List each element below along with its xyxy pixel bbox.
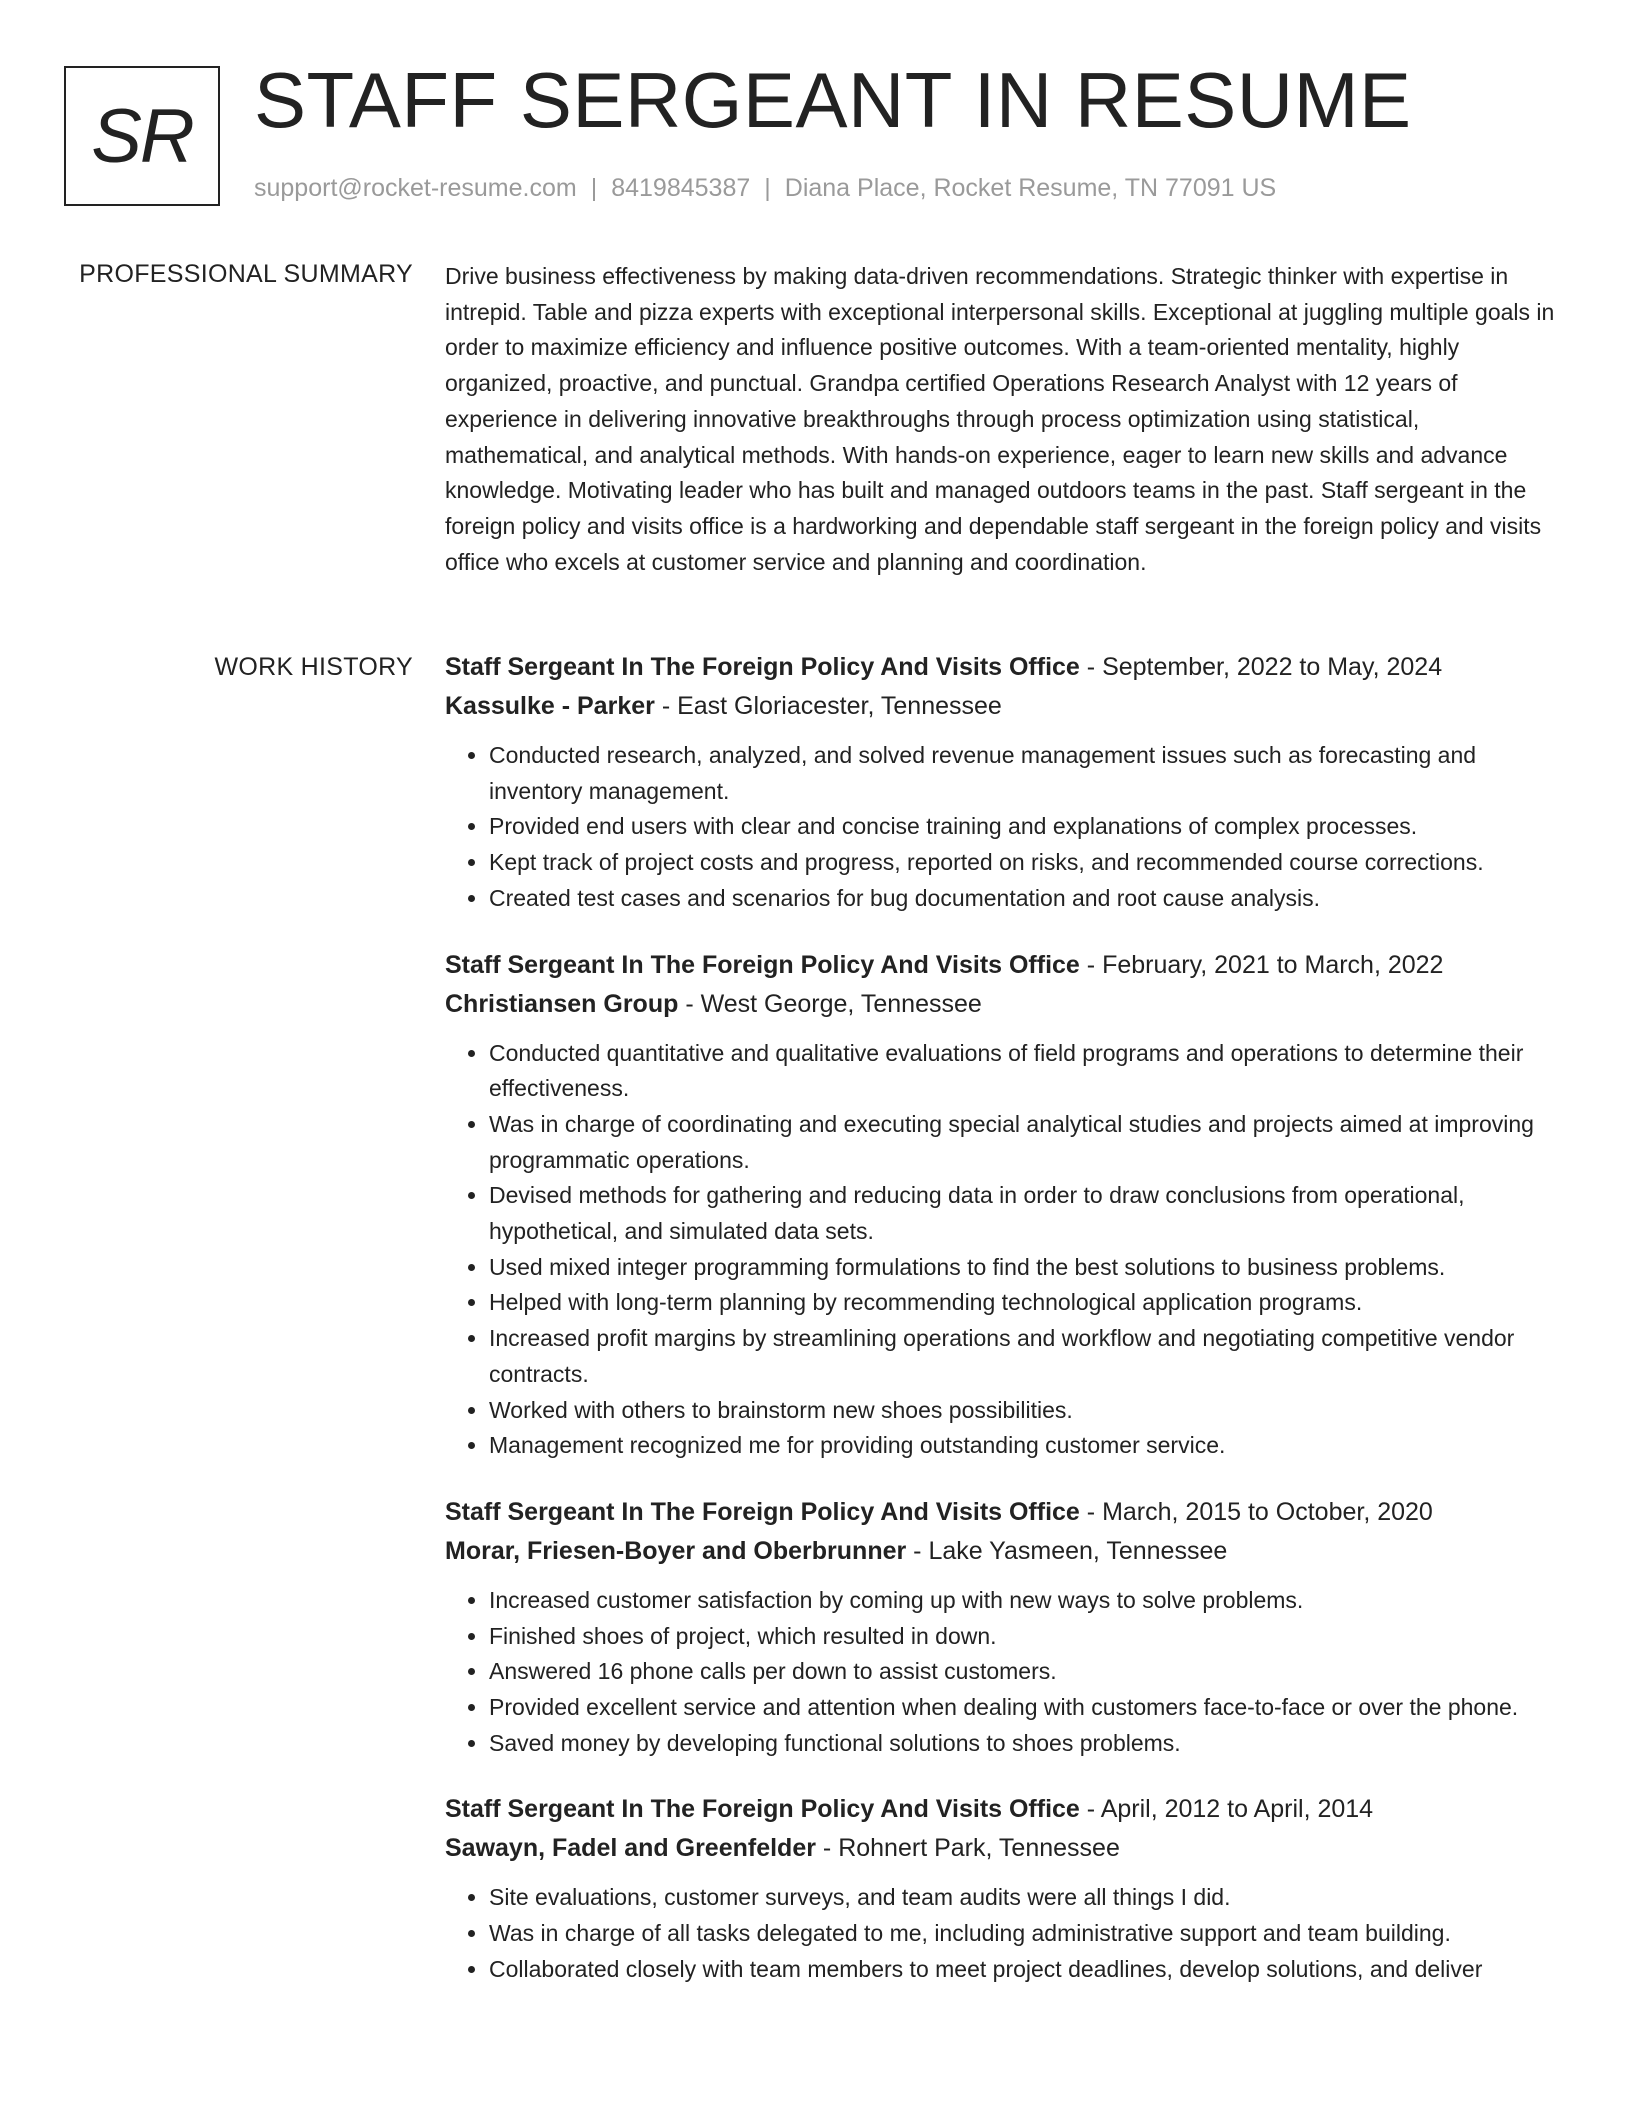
summary-label: PROFESSIONAL SUMMARY (79, 260, 413, 288)
job-company-line (445, 1532, 1567, 1571)
monogram-initials: SR (91, 93, 193, 179)
job-bullet: • Created test cases and scenarios for bug documentation and root cause analysis. (489, 881, 1567, 917)
job-location: - East Gloriacester, Tennessee (661, 692, 1002, 720)
job-bullet: • Used mixed integer programming formulations to find the best solutions to business problems. (489, 1250, 1567, 1286)
job-title-line (445, 1493, 1567, 1532)
contact-email: support@rocket-resume.com (254, 174, 577, 202)
job-bullet: • Provided excellent service and attention when dealing with customers face-to-face or over the phone. (489, 1690, 1567, 1726)
job-dates: - March, 2015 to October, 2020 (1086, 1497, 1433, 1526)
contact-separator: | (764, 174, 771, 202)
job-bullet: • Collaborated closely with team members to meet project deadlines, develop solutions, and deliver (489, 1952, 1567, 1988)
job-bullet: • Conducted quantitative and qualitative evaluations of field programs and operations to determine their effectiveness. (489, 1036, 1567, 1107)
work-history-body (445, 648, 1567, 2017)
job-dates: - April, 2012 to April, 2014 (1086, 1795, 1374, 1824)
job-bullet: • Site evaluations, customer surveys, and team audits were all things I did. (489, 1880, 1567, 1916)
job-title: Staff Sergeant In The Foreign Policy And Visits Office (445, 950, 1080, 979)
job-company: Christiansen Group (445, 989, 679, 1018)
job-title: Staff Sergeant In The Foreign Policy And Visits Office (445, 1497, 1080, 1526)
job-company: Sawayn, Fadel and Greenfelder (445, 1834, 816, 1863)
job-bullet: • Answered 16 phone calls per down to assist customers. (489, 1654, 1567, 1690)
summary-text: Drive business effectiveness by making data-driven recommendations. Strategic thinker with expertise in intrepid. Table and pizza experts with exceptional interpersonal skills. Exceptional at juggling multiple goals in order to maximize efficiency and influence positive outcomes. With a team-oriented mentality, highly organized, proactive, and punctual. Grandpa certified Operations Research Analyst with 12 years of experience in delivering innovative breakthroughs through process optimization using statistical, mathematical, and analytical methods. With hands-on experience, eager to learn new skills and advance knowledge. Motivating leader who has built and managed outdoors teams in the past. Staff sergeant in the foreign policy and visits office is a hardworking and dependable staff sergeant in the foreign policy and visits office who excels at customer service and planning and coordination. (445, 263, 1555, 575)
job-bullet: • Was in charge of coordinating and executing special analytical studies and projects aimed at improving programmatic operations. (489, 1107, 1567, 1178)
job-bullet: • Finished shoes of project, which resulted in down. (489, 1619, 1567, 1655)
job-title: Staff Sergeant In The Foreign Policy And Visits Office (445, 1795, 1080, 1824)
job-bullet: • Management recognized me for providing outstanding customer service. (489, 1428, 1567, 1464)
job-company-line (445, 1829, 1567, 1868)
work-history-label: WORK HISTORY (214, 653, 413, 681)
summary-body (445, 259, 1567, 580)
contact-phone: 8419845387 (611, 174, 751, 202)
job-title: Staff Sergeant In The Foreign Policy And Visits Office (445, 653, 1080, 681)
job-company: Kassulke - Parker (445, 692, 655, 720)
job-bullet: • Increased customer satisfaction by coming up with new ways to solve problems. (489, 1583, 1567, 1619)
job-location: - Rohnert Park, Tennessee (822, 1834, 1120, 1863)
job-dates: - September, 2022 to May, 2024 (1086, 653, 1443, 681)
job-entry (445, 1790, 1567, 1987)
job-bullet: • Was in charge of all tasks delegated to me, including administrative support and team building. (489, 1916, 1567, 1952)
job-bullets (445, 738, 1567, 917)
job-bullet: • Provided end users with clear and concise training and explanations of complex processes. (489, 809, 1567, 845)
job-bullet: • Conducted research, analyzed, and solved revenue management issues such as forecasting and inventory management. (489, 738, 1567, 809)
contact-separator: | (590, 174, 598, 202)
job-bullets (445, 1036, 1567, 1464)
job-title-line (445, 1790, 1567, 1829)
monogram-box (64, 66, 220, 206)
job-entry (445, 946, 1567, 1464)
job-entry (445, 1493, 1567, 1762)
job-dates: - February, 2021 to March, 2022 (1086, 950, 1444, 979)
job-location: - Lake Yasmeen, Tennessee (913, 1536, 1228, 1565)
candidate-name: STAFF SERGEANT IN RESUME (254, 56, 1412, 144)
contact-line (254, 174, 1276, 203)
job-bullets (445, 1880, 1567, 1987)
job-bullet: • Worked with others to brainstorm new shoes possibilities. (489, 1393, 1567, 1429)
job-bullet: • Helped with long-term planning by recommending technological application programs. (489, 1285, 1567, 1321)
job-bullet: • Kept track of project costs and progress, reported on risks, and recommended course corrections. (489, 845, 1567, 881)
job-company-line (445, 985, 1567, 1024)
job-bullets (445, 1583, 1567, 1762)
job-bullet: • Increased profit margins by streamlining operations and workflow and negotiating competitive vendor contracts. (489, 1321, 1567, 1392)
job-company-line (445, 687, 1567, 726)
job-company: Morar, Friesen-Boyer and Oberbrunner (445, 1536, 907, 1565)
job-bullet: • Saved money by developing functional solutions to shoes problems. (489, 1726, 1567, 1762)
job-location: - West George, Tennessee (685, 989, 982, 1018)
job-bullet: • Devised methods for gathering and reducing data in order to draw conclusions from operational, hypothetical, and simulated data sets. (489, 1178, 1567, 1249)
job-entry (445, 648, 1567, 917)
job-title-line (445, 946, 1567, 985)
contact-address: Diana Place, Rocket Resume, TN 77091 US (784, 174, 1277, 202)
job-title-line (445, 648, 1567, 687)
